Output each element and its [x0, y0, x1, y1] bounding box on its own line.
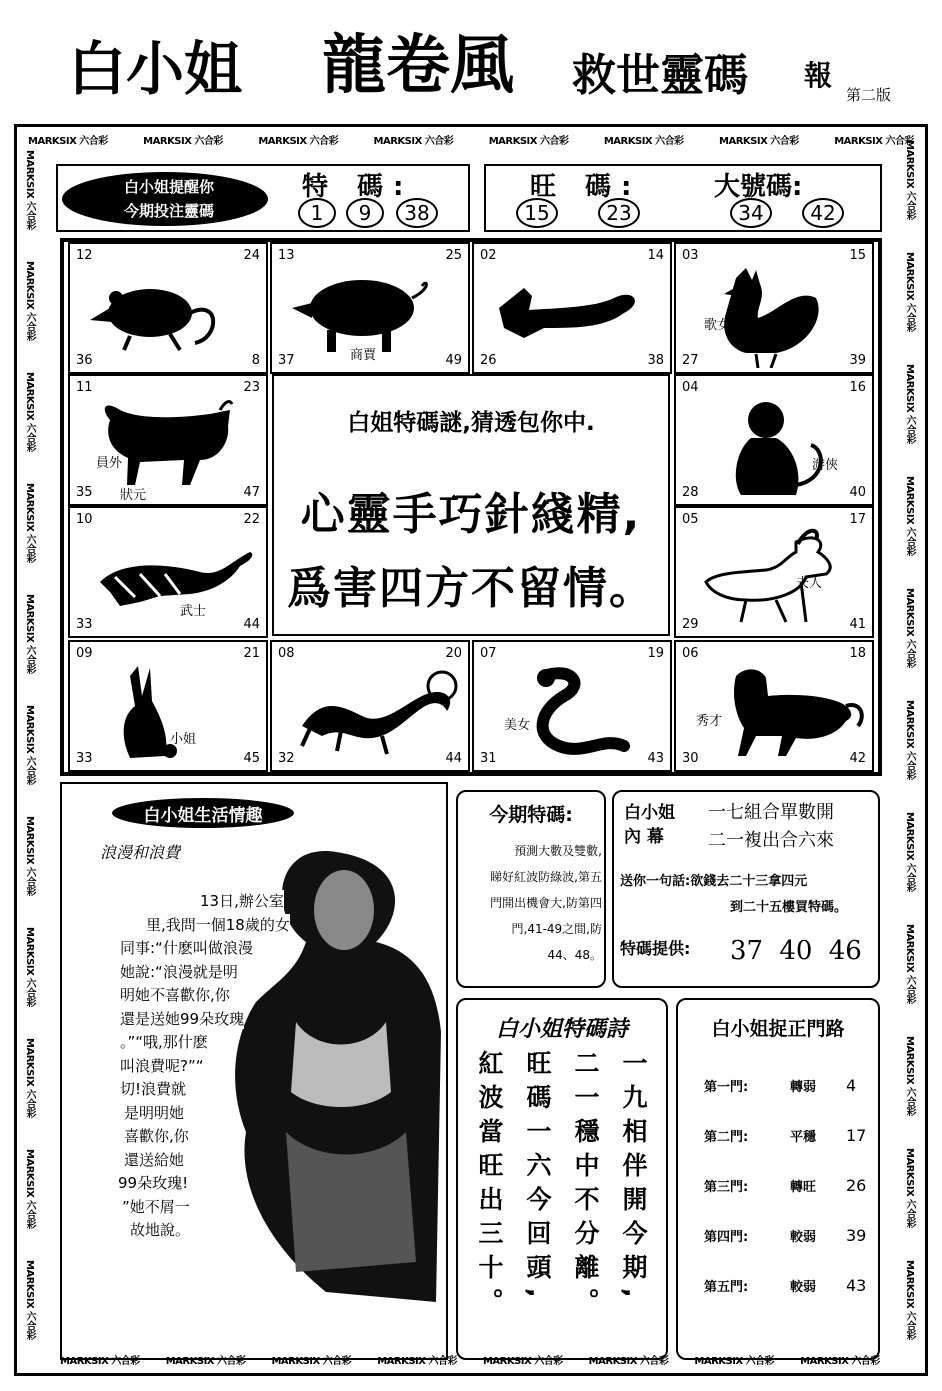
gate-name: 第四門: [704, 1230, 749, 1245]
title-part4: 報 [804, 59, 833, 92]
watermark-left-col: MARKSIX 六合彩 MARKSIX 六合彩 MARKSIX 六合彩 MARKSIX 六合彩 MARKSIX 六合彩 MARKSIX 六合彩 MARKSIX 六合彩 MARKSIX 六合彩 MARKSIX 六合彩 MARKSIX 六合彩 MARKSIX 六合彩 [24, 150, 35, 1340]
insider-provide-numbers: 37 40 46 [730, 936, 862, 966]
gate-value: 17 [846, 1126, 867, 1145]
zodiac-number: 07 [480, 646, 497, 661]
riddle-heading: 白姐特碼謎,猜透包你中. [347, 410, 595, 436]
zodiac-number: 28 [682, 485, 699, 500]
zodiac-number: 43 [647, 751, 664, 766]
life-story-line: 里,我問一個18歲的女 [146, 915, 290, 934]
edition-label: 第二版 [846, 86, 892, 104]
zodiac-number: 03 [682, 248, 699, 263]
zodiac-number: 35 [76, 485, 93, 500]
zodiac-role-label: 夫人 [796, 576, 823, 591]
big-number: 42 [802, 198, 844, 228]
zodiac-cell-horse [674, 640, 874, 772]
zodiac-number: 23 [243, 380, 260, 395]
zodiac-number: 20 [445, 646, 462, 661]
poem-heading: 白小姐特碼詩 [495, 1017, 628, 1042]
zodiac-cell-pig [270, 242, 470, 374]
zodiac-role-label: 游俠 [812, 458, 839, 473]
zodiac-number: 40 [849, 485, 866, 500]
life-story-line: 是明明她 [124, 1103, 185, 1122]
zodiac-number: 30 [682, 751, 699, 766]
zodiac-number: 14 [647, 248, 664, 263]
zodiac-number: 22 [243, 512, 260, 527]
zodiac-cell-snake [472, 640, 672, 772]
title-part1: 白小姐 [68, 35, 243, 103]
zodiac-number: 24 [243, 248, 260, 263]
poem-column: 一九相伴開今期, [619, 1050, 648, 1307]
zodiac-role-label: 武士 [180, 604, 207, 619]
insider-provide-label: 特碼提供: [620, 939, 691, 958]
gate-value: 26 [846, 1176, 867, 1195]
current-special-line: 44、48。 [547, 948, 602, 962]
zodiac-number: 19 [647, 646, 664, 661]
reminder-line2: 今期投注靈碼 [123, 202, 214, 220]
gate-name: 第三門: [704, 1180, 749, 1195]
zodiac-number: 08 [278, 646, 295, 661]
poem-column: 二一穩中不分離。 [571, 1050, 600, 1322]
life-story-line: 99朵玫瑰! [118, 1174, 189, 1192]
life-story-line: 13日,辦公室 [200, 892, 284, 910]
riddle-line1: 心靈手巧針綫精, [300, 489, 642, 540]
life-story-line: 叫浪費呢?”“ [120, 1056, 204, 1075]
special-number: 9 [346, 198, 384, 228]
rooster-icon [686, 258, 866, 368]
zodiac-number: 33 [76, 751, 93, 766]
special-number: 38 [396, 198, 438, 228]
goat-icon [686, 522, 866, 632]
life-story-line: 切!浪費就 [120, 1080, 187, 1098]
zodiac-number: 33 [76, 617, 93, 632]
watermark-top-row: MARKSIX 六合彩 MARKSIX 六合彩 MARKSIX 六合彩 MARKSIX 六合彩 MARKSIX 六合彩 MARKSIX 六合彩 MARKSIX 六合彩 MARKSIX 六合彩 [28, 136, 914, 147]
gate-value: 4 [846, 1076, 857, 1095]
zodiac-number: 25 [445, 248, 462, 263]
zodiac-number: 32 [278, 751, 295, 766]
life-story-line: 還是送她99朵玫瑰 [120, 1009, 245, 1028]
prosper-number: 23 [598, 198, 640, 228]
zodiac-cell-monkey [674, 374, 874, 506]
zodiac-number: 49 [445, 353, 462, 368]
prosper-number: 15 [516, 198, 558, 228]
zodiac-number: 06 [682, 646, 699, 661]
insider-sentence1: 送你一句話:欲錢去二十三拿四元 [620, 874, 808, 889]
poem-column: 旺碼一六今回頭, [523, 1050, 552, 1307]
current-special-line: 門開出機會大,防第四 [490, 896, 602, 910]
life-subtitle: 浪漫和浪費 [100, 843, 181, 862]
zodiac-number: 37 [278, 353, 295, 368]
special-number: 1 [298, 198, 336, 228]
zodiac-cell-rat [68, 242, 268, 374]
reminder-line1: 白小姐提醒你 [123, 178, 214, 196]
zodiac-number: 8 [251, 353, 260, 368]
gate-state: 轉弱 [790, 1080, 817, 1095]
life-story-line: 還送給她 [124, 1150, 185, 1169]
life-story-line: ”她不屑一 [122, 1197, 190, 1216]
zodiac-number: 18 [849, 646, 866, 661]
poem-column: 紅波當旺出三十。 [475, 1050, 504, 1322]
zodiac-number: 17 [849, 512, 866, 527]
zodiac-cell-rooster [674, 242, 874, 374]
gates-heading: 白小姐捉正門路 [711, 1018, 845, 1040]
title-part3: 救世靈碼 [572, 50, 748, 101]
current-special-line: 睇好紅波防綠波,第五 [490, 870, 602, 884]
gate-value: 39 [846, 1226, 867, 1245]
zodiac-cell-rabbit [68, 640, 268, 772]
insider-line2: 二一複出合六來 [708, 830, 834, 851]
zodiac-number: 45 [243, 751, 260, 766]
rabbit-icon [80, 656, 260, 766]
zodiac-number: 12 [76, 248, 93, 263]
zodiac-role-label: 管家 [500, 308, 527, 323]
zodiac-role-label: 美女 [504, 718, 531, 733]
zodiac-number: 15 [849, 248, 866, 263]
big-number: 34 [730, 198, 772, 228]
riddle-line2: 爲害四方不留情。 [287, 563, 655, 614]
title-part2: 龍卷風 [322, 28, 514, 103]
zodiac-cell-ox [68, 374, 268, 506]
zodiac-number: 05 [682, 512, 699, 527]
rat-icon [80, 258, 260, 368]
gate-state: 平穩 [790, 1130, 817, 1145]
zodiac-number: 10 [76, 512, 93, 527]
special-label: 特 碼: [302, 172, 414, 202]
current-special-line: 預測大數及雙數, [514, 844, 602, 858]
zodiac-role-label: 小姐 [170, 732, 197, 747]
gate-value: 43 [846, 1276, 867, 1295]
zodiac-number: 27 [682, 353, 699, 368]
zodiac-role-label: 商賈 [350, 348, 377, 363]
life-story-line: 明她不喜歡你,你 [120, 986, 230, 1004]
zodiac-role-label: 狀元 [120, 488, 147, 503]
zodiac-number: 11 [76, 380, 93, 395]
gate-name: 第一門: [704, 1080, 749, 1095]
insider-heading2: 內 幕 [624, 827, 664, 847]
tiger-icon [80, 522, 260, 632]
life-story-line: 喜歡你,你 [124, 1127, 189, 1145]
zodiac-number: 44 [243, 617, 260, 632]
ox-icon [80, 390, 260, 500]
life-story-line: 她說:“浪漫就是明 [120, 962, 238, 981]
zodiac-number: 26 [480, 353, 497, 368]
zodiac-number: 13 [278, 248, 295, 263]
life-story-line: 故地說。 [130, 1221, 191, 1239]
zodiac-role-label: 歌女 [704, 318, 731, 333]
zodiac-number: 44 [445, 751, 462, 766]
zodiac-number: 36 [76, 353, 93, 368]
life-story-line: 同事:“什麽叫做浪漫 [120, 939, 253, 957]
zodiac-number: 09 [76, 646, 93, 661]
gate-state: 較弱 [790, 1280, 817, 1295]
watermark-bottom-row: MARKSIX 六合彩 MARKSIX 六合彩 MARKSIX 六合彩 MARKSIX 六合彩 MARKSIX 六合彩 MARKSIX 六合彩 MARKSIX 六合彩 MARKSIX 六合彩 [60, 1356, 880, 1367]
watermark-right-col: MARKSIX 六合彩 MARKSIX 六合彩 MARKSIX 六合彩 MARKSIX 六合彩 MARKSIX 六合彩 MARKSIX 六合彩 MARKSIX 六合彩 MARKSIX 六合彩 MARKSIX 六合彩 MARKSIX 六合彩 MARKSIX 六合彩 [904, 140, 915, 1340]
gate-state: 轉旺 [790, 1180, 817, 1195]
zodiac-number: 04 [682, 380, 699, 395]
dragon-icon [282, 656, 462, 766]
current-special-line: 門,41-49之間,防 [511, 922, 602, 936]
big-number-label: 大號碼: [714, 172, 803, 202]
zodiac-role-label: 員外 [96, 456, 123, 471]
zodiac-number: 31 [480, 751, 497, 766]
gate-state: 較弱 [790, 1230, 817, 1245]
zodiac-number: 29 [682, 617, 699, 632]
monkey-icon [686, 390, 866, 500]
zodiac-number: 39 [849, 353, 866, 368]
zodiac-number: 47 [243, 485, 260, 500]
snake-icon [484, 656, 664, 766]
life-story-line: 。”“哦,那什麽 [120, 1033, 208, 1051]
gate-name: 第五門: [704, 1280, 749, 1295]
zodiac-cell-tiger [68, 506, 268, 638]
prosper-label: 旺 碼: [530, 172, 642, 202]
gate-name: 第二門: [704, 1130, 749, 1145]
zodiac-cell-dragon [270, 640, 470, 772]
zodiac-number: 02 [480, 248, 497, 263]
zodiac-role-label: 秀才 [696, 714, 723, 729]
zodiac-number: 41 [849, 617, 866, 632]
current-special-heading: 今期特碼: [489, 804, 573, 826]
insider-line1: 一七組合單數開 [708, 802, 834, 823]
life-heading: 白小姐生活情趣 [143, 806, 263, 826]
zodiac-number: 16 [849, 380, 866, 395]
zodiac-cell-dog [472, 242, 672, 374]
zodiac-number: 21 [243, 646, 260, 661]
zodiac-cell-goat [674, 506, 874, 638]
insider-heading1: 白小姐 [624, 803, 675, 823]
zodiac-number: 38 [647, 353, 664, 368]
zodiac-number: 42 [849, 751, 866, 766]
insider-sentence2: 到二十五樓買特碼。 [730, 900, 848, 915]
